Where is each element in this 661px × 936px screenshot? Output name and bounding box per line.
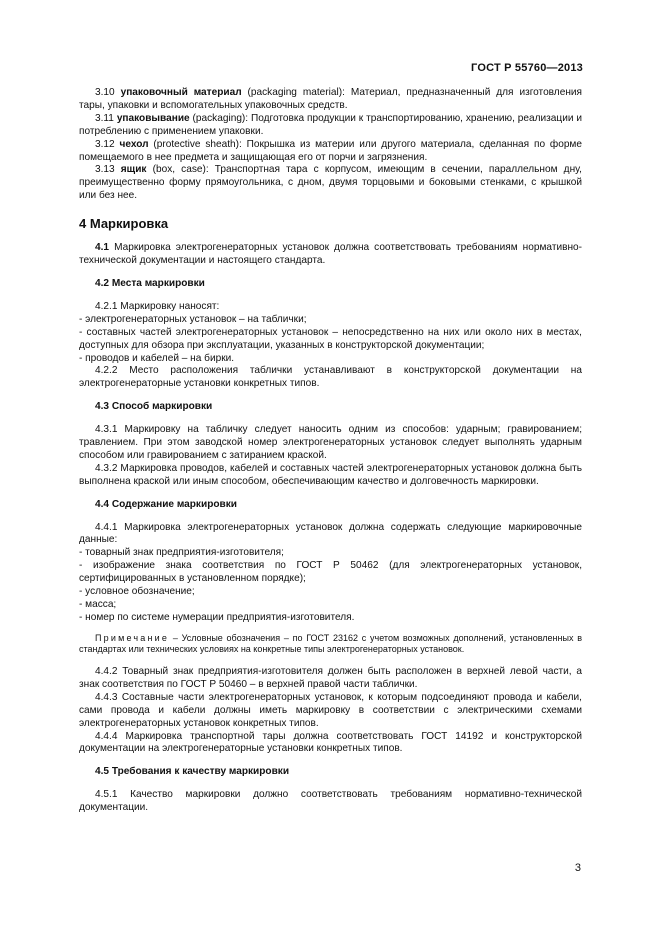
term-3-12: 3.12 чехол (protective sheath): Покрышка из материи или другого материала, сделанная по форме помещаемого в нее предмета и защищающая его от порчи и загрязнения.: [79, 138, 582, 163]
list-item: - составных частей электрогенераторных установок – непосредственно на них или около них в местах, доступных для обзора при эксплуатации, указанных в конструкторской документации;: [79, 326, 582, 351]
para-4-1: 4.1 Маркировка электрогенераторных установок должна соответствовать требованиям нормативно-технической документации и настоящего стандарта.: [79, 242, 582, 267]
section-4-2-heading: 4.2 Места маркировки: [95, 277, 205, 289]
term-3-10: 3.10 упаковочный материал (packaging material): Материал, предназначенный для изготовления тары, упаковки и вспомогательных упаковочных средств.: [79, 87, 582, 111]
note: [79, 633, 582, 656]
section-4-heading: 4 Маркировка: [79, 216, 169, 232]
list-item: - изображение знака соответствия по ГОСТ Р 50462 (для электрогенераторных установок, сертифицированных в установленном порядке);: [79, 560, 582, 585]
page-number: 3: [574, 862, 581, 874]
para-4-3-1: 4.3.1 Маркировку на табличку следует наносить одним из способов: ударным; гравированием; травлением. При этом заводской номер электрогенераторных установок следует выполнять ударным способом или гравированием с затиранием краской.: [79, 424, 582, 461]
para-4-4-4: 4.4.4 Маркировка транспортной тары должна соответствовать ГОСТ 14192 и конструкторской документации на электрогенераторные установки конкретных типов.: [79, 730, 582, 755]
list-item: - товарный знак предприятия-изготовителя;: [79, 547, 284, 559]
section-4-5-heading: 4.5 Требования к качеству маркировки: [95, 766, 290, 778]
list-item: - номер по системе нумерации предприятия-изготовителя.: [79, 611, 355, 623]
list-item: - электрогенераторных установок – на таблички;: [79, 313, 307, 325]
note-text: – Условные обозначения – по ГОСТ 23162 с учетом возможных дополнений, установленных в стандартах или технических условиях на конкретные типы электрогенераторных установок.: [79, 632, 582, 655]
para-4-4-1: 4.4.1 Маркировка электрогенераторных установок должна содержать следующие маркировочные данные:: [79, 521, 582, 546]
term-3-11: 3.11 упаковывание (packaging): Подготовка продукции к транспортированию, хранению, реализации и потреблению с применением упаковки.: [79, 112, 583, 137]
para-4-3-2: 4.3.2 Маркировка проводов, кабелей и составных частей электрогенераторных установок должна быть выполнена краской или иным способом, обеспечивающим качество и долговечность маркировки.: [79, 462, 582, 487]
para-4-2-1: 4.2.1 Маркировку наносят:: [95, 300, 220, 312]
para-4-2-2: 4.2.2 Место расположения таблички устанавливают в конструкторской документации на электрогенераторные установки конкретных типов.: [79, 365, 582, 390]
section-4-4-heading: 4.4 Содержание маркировки: [95, 498, 237, 510]
para-4-5-1: 4.5.1 Качество маркировки должно соответствовать требованиям нормативно-технической документации.: [79, 789, 582, 814]
para-4-4-2: 4.4.2 Товарный знак предприятия-изготовителя должен быть расположен в верхней левой части, а знак соответствия по ГОСТ Р 50460 – в верхней правой части таблички.: [79, 666, 582, 690]
section-4-3-heading: 4.3 Способ маркировки: [95, 401, 213, 413]
list-item: - условное обозначение;: [79, 586, 195, 598]
page-content: [79, 87, 582, 815]
document-id: ГОСТ Р 55760—2013: [471, 62, 583, 74]
list-item: - масса;: [79, 599, 117, 610]
note-label: Примечание: [95, 632, 170, 643]
term-3-13: 3.13 ящик (box, case): Транспортная тара с корпусом, имеющим в сечении, параллельном дну, преимущественно форму прямоугольника, с дном, двумя торцовыми и боковыми стенками, с крышкой или без нее.: [79, 164, 582, 202]
para-4-4-3: 4.4.3 Составные части электрогенераторных установок, к которым подсоединяют провода и кабели, сами провода и кабели должны иметь маркировку в соответствии с электрическими схемами электрогенераторных установок конкретных типов.: [79, 691, 582, 729]
list-item: - проводов и кабелей – на бирки.: [79, 352, 235, 364]
